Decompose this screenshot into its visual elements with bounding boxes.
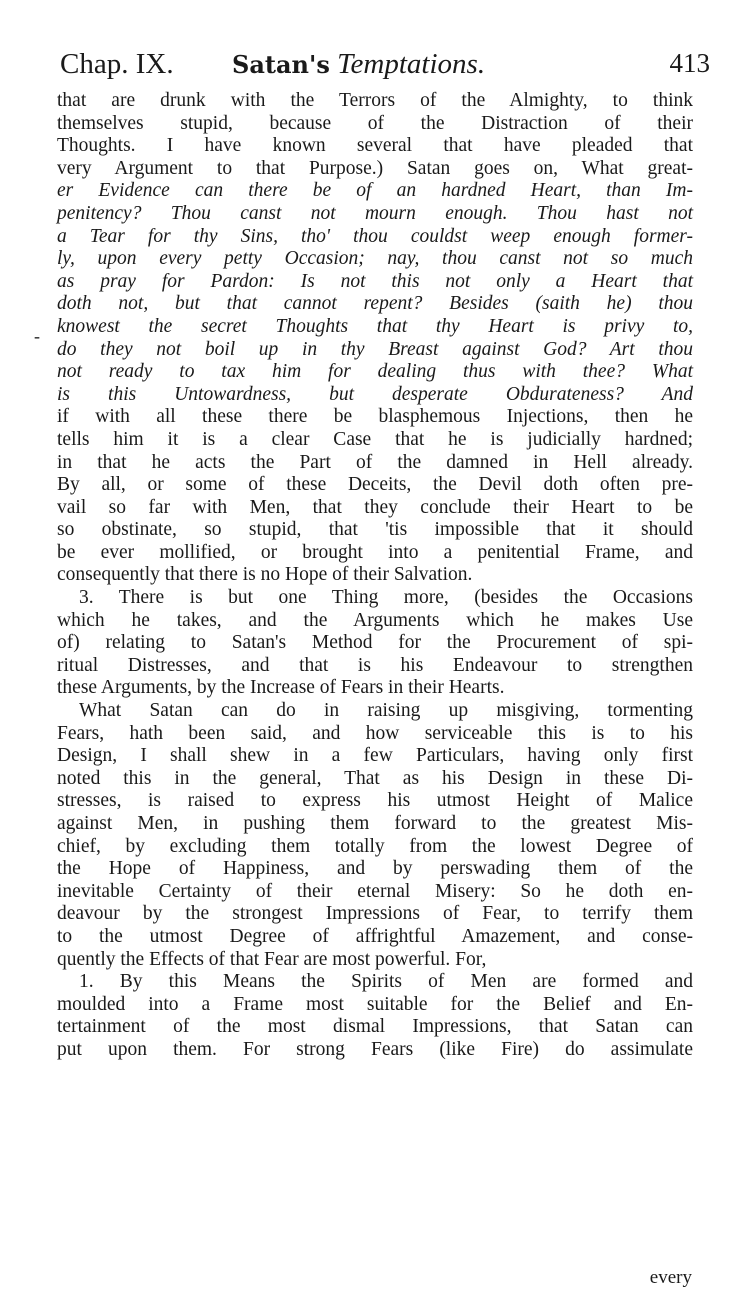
body-text <box>57 90 693 1062</box>
text-line: is this Untowardness, but desperate Obdurateness? And <box>57 383 693 405</box>
text-line: stresses, is raised to express his utmost Height of Malice <box>57 790 693 812</box>
text-line: put upon them. For strong Fears (like Fire) do assimulate <box>57 1038 693 1060</box>
text-line: Fears, hath been said, and how serviceable this is to his <box>57 722 693 744</box>
text-line: as pray for Pardon: Is not this not only a Heart that <box>57 270 693 292</box>
page-number: 413 <box>669 48 710 78</box>
text-line: Design, I shall shew in a few Particulars, having only first <box>57 745 693 767</box>
text-line: of) relating to Satan's Method for the Procurement of spi- <box>57 632 693 654</box>
text-line: that are drunk with the Terrors of the Almighty, to think <box>57 90 693 111</box>
text-line: be ever mollified, or brought into a penitential Frame, and <box>57 541 693 563</box>
running-title <box>232 48 485 81</box>
running-title-italic: Temptations. <box>337 48 486 80</box>
text-line: a Tear for thy Sins, tho' thou couldst weep enough former- <box>57 225 693 247</box>
text-line: which he takes, and the Arguments which he makes Use <box>57 609 693 631</box>
text-line: not ready to tax him for dealing thus with thee? What <box>57 361 693 383</box>
text-line: tells him it is a clear Case that he is judicially hardned; <box>57 428 693 450</box>
text-line: ly, upon every petty Occasion; nay, thou canst not so much <box>57 248 693 270</box>
text-line: knowest the secret Thoughts that thy Heart is privy to, <box>57 315 693 337</box>
text-line: very Argument to that Purpose.) Satan goes on, What great- <box>57 157 693 179</box>
text-line: against Men, in pushing them forward to the greatest Mis- <box>57 813 693 834</box>
running-title-blackletter: Satan's <box>232 50 330 79</box>
text-line: quently the Effects of that Fear are most powerful. For, <box>57 948 487 970</box>
running-header <box>60 48 710 88</box>
text-line: noted this in the general, That as his Design in these Di- <box>57 767 693 789</box>
text-line: Thoughts. I have known several that have pleaded that <box>57 135 693 157</box>
text-line: er Evidence can there be of an hardned Heart, than Im- <box>57 180 693 202</box>
text-line: deavour by the strongest Impressions of Fear, to terrify them <box>57 903 693 925</box>
text-line: if with all these there be blasphemous Injections, then he <box>57 406 693 428</box>
text-line: penitency? Thou canst not mourn enough. Thou hast not <box>57 202 693 224</box>
text-line: in that he acts the Part of the damned in Hell already. <box>57 451 693 473</box>
text-line: ritual Distresses, and that is his Endeavour to strengthen <box>57 654 693 676</box>
text-line: the Hope of Happiness, and by perswading them of the <box>57 858 693 880</box>
text-line: moulded into a Frame most suitable for the Belief and En- <box>57 993 693 1015</box>
catchword: every <box>649 1267 692 1288</box>
margin-mark: - <box>34 326 40 346</box>
text-line: so obstinate, so stupid, that 'tis impossible that it should <box>57 519 693 541</box>
text-line: consequently that there is no Hope of their Salvation. <box>57 564 473 586</box>
text-line: By all, or some of these Deceits, the Devil doth often pre- <box>57 474 693 496</box>
text-line: chief, by excluding them totally from the lowest Degree of <box>57 835 693 857</box>
text-line: do they not boil up in thy Breast against God? Art thou <box>57 338 693 360</box>
text-line: tertainment of the most dismal Impressions, that Satan can <box>57 1016 693 1038</box>
text-line: themselves stupid, because of the Distraction of their <box>57 112 693 134</box>
text-line: to the utmost Degree of affrightful Amazement, and conse- <box>57 925 693 947</box>
text-line: vail so far with Men, that they conclude their Heart to be <box>57 496 693 518</box>
text-line: 3. There is but one Thing more, (besides the Occasions <box>79 587 693 609</box>
text-line: 1. By this Means the Spirits of Men are formed and <box>79 971 693 993</box>
text-line: inevitable Certainty of their eternal Misery: So he doth en- <box>57 880 693 902</box>
text-line: these Arguments, by the Increase of Fears in their Hearts. <box>57 677 505 699</box>
text-line: doth not, but that cannot repent? Besides (saith he) thou <box>57 293 693 315</box>
chapter-label: Chap. IX. <box>60 48 174 80</box>
text-line: What Satan can do in raising up misgiving, tormenting <box>79 700 693 722</box>
